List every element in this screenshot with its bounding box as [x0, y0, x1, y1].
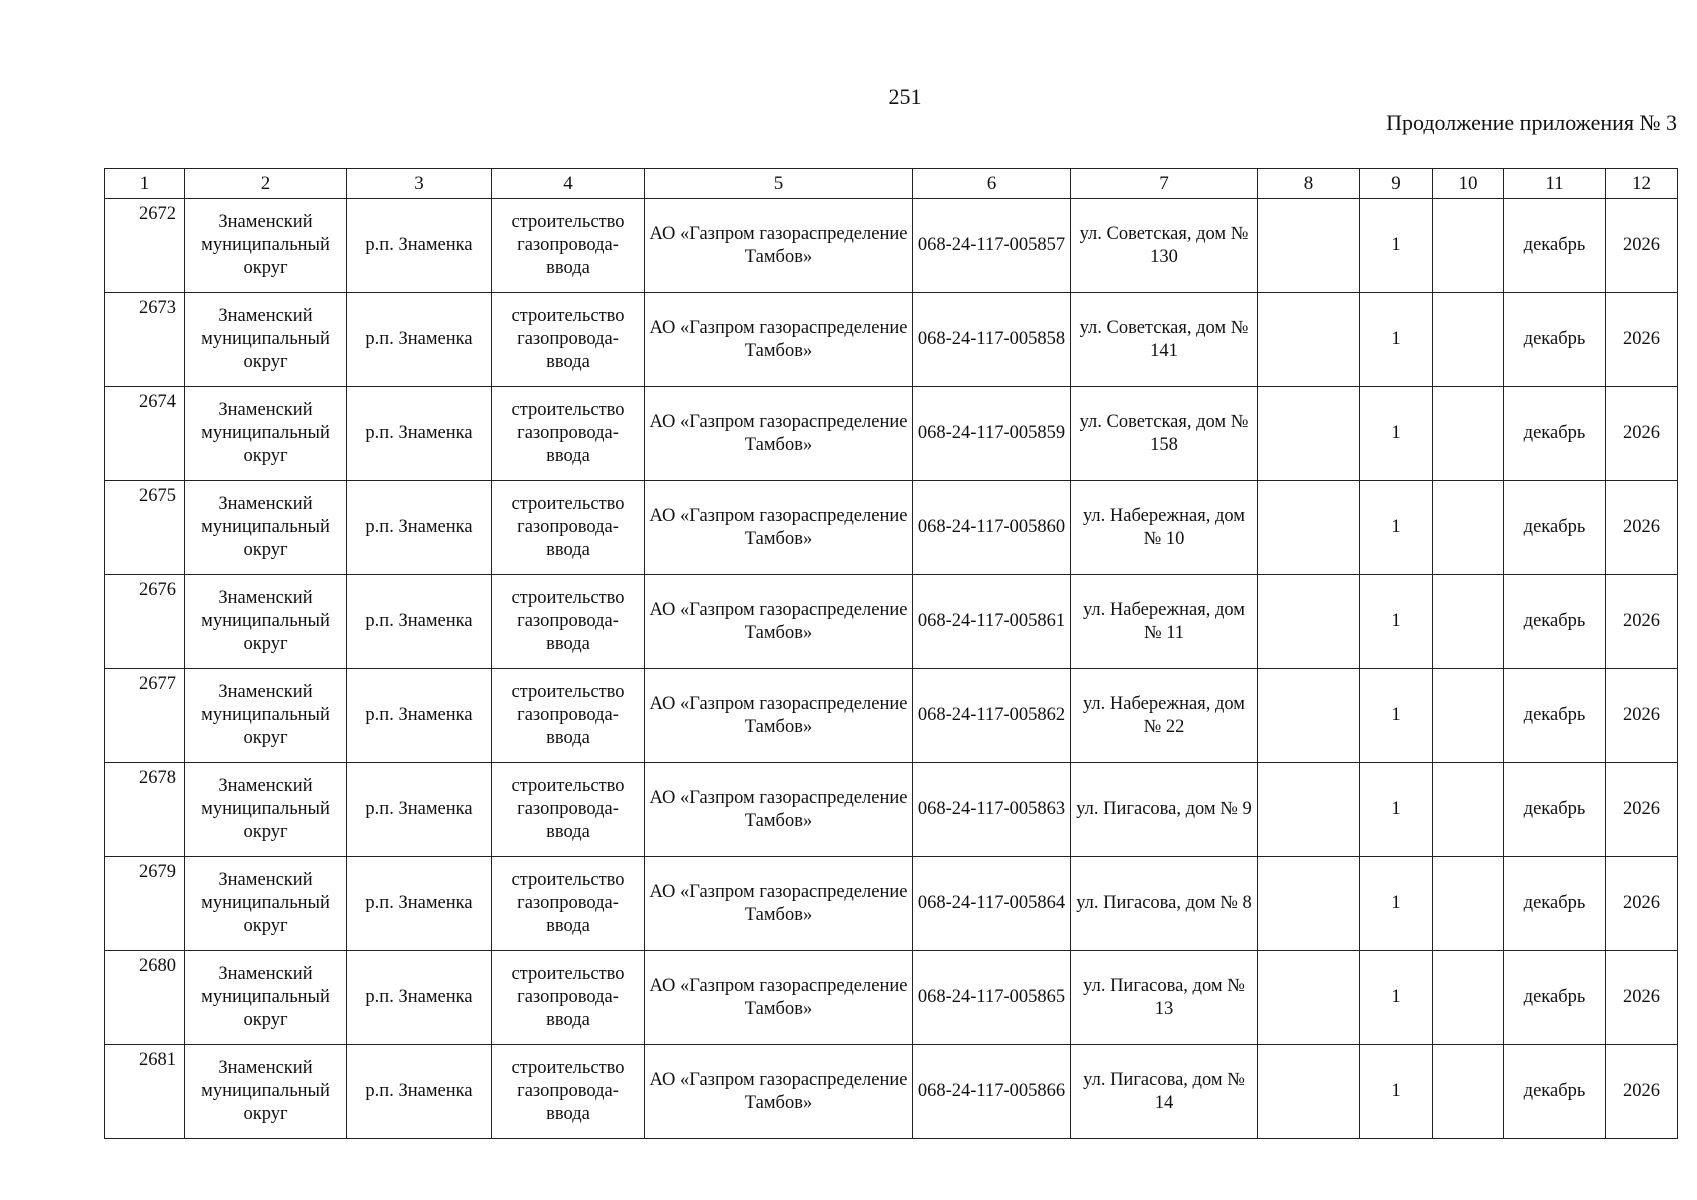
column-header: 8: [1258, 169, 1360, 199]
organization-cell: АО «Газпром газораспределение Тамбов»: [645, 199, 913, 293]
column-8-cell: [1258, 763, 1360, 857]
district-cell: Знаменский муниципальный округ: [185, 575, 347, 669]
column-header: 4: [492, 169, 645, 199]
table-row: [105, 1045, 1678, 1139]
address-cell: ул. Пигасова, дом № 13: [1071, 951, 1258, 1045]
row-number-cell: 2674: [105, 387, 185, 481]
work-type-cell: строительство газопровода-ввода: [492, 481, 645, 575]
settlement-cell: р.п. Знаменка: [347, 387, 492, 481]
column-10-cell: [1433, 387, 1504, 481]
address-cell: ул. Набережная, дом № 22: [1071, 669, 1258, 763]
row-number-cell: 2680: [105, 951, 185, 1045]
settlement-cell: р.п. Знаменка: [347, 481, 492, 575]
month-cell: декабрь: [1504, 1045, 1606, 1139]
district-cell: Знаменский муниципальный округ: [185, 669, 347, 763]
object-code-cell: 068-24-117-005857: [913, 199, 1071, 293]
district-cell: Знаменский муниципальный округ: [185, 951, 347, 1045]
quantity-cell: 1: [1360, 1045, 1433, 1139]
table-row: [105, 951, 1678, 1045]
column-header: 12: [1606, 169, 1678, 199]
column-10-cell: [1433, 763, 1504, 857]
object-code-cell: 068-24-117-005861: [913, 575, 1071, 669]
organization-cell: АО «Газпром газораспределение Тамбов»: [645, 575, 913, 669]
object-code-cell: 068-24-117-005860: [913, 481, 1071, 575]
row-number-cell: 2672: [105, 199, 185, 293]
organization-cell: АО «Газпром газораспределение Тамбов»: [645, 763, 913, 857]
month-cell: декабрь: [1504, 199, 1606, 293]
quantity-cell: 1: [1360, 669, 1433, 763]
address-cell: ул. Пигасова, дом № 9: [1071, 763, 1258, 857]
quantity-cell: 1: [1360, 293, 1433, 387]
column-header: 6: [913, 169, 1071, 199]
work-type-cell: строительство газопровода-ввода: [492, 293, 645, 387]
organization-cell: АО «Газпром газораспределение Тамбов»: [645, 857, 913, 951]
quantity-cell: 1: [1360, 763, 1433, 857]
month-cell: декабрь: [1504, 575, 1606, 669]
object-code-cell: 068-24-117-005866: [913, 1045, 1071, 1139]
column-10-cell: [1433, 199, 1504, 293]
column-header: 2: [185, 169, 347, 199]
organization-cell: АО «Газпром газораспределение Тамбов»: [645, 293, 913, 387]
settlement-cell: р.п. Знаменка: [347, 951, 492, 1045]
quantity-cell: 1: [1360, 575, 1433, 669]
year-cell: 2026: [1606, 951, 1678, 1045]
organization-cell: АО «Газпром газораспределение Тамбов»: [645, 1045, 913, 1139]
column-header: 5: [645, 169, 913, 199]
district-cell: Знаменский муниципальный округ: [185, 763, 347, 857]
column-header: 10: [1433, 169, 1504, 199]
settlement-cell: р.п. Знаменка: [347, 1045, 492, 1139]
column-header: 11: [1504, 169, 1606, 199]
year-cell: 2026: [1606, 857, 1678, 951]
table-row: [105, 763, 1678, 857]
work-type-cell: строительство газопровода-ввода: [492, 669, 645, 763]
year-cell: 2026: [1606, 387, 1678, 481]
row-number-cell: 2675: [105, 481, 185, 575]
column-8-cell: [1258, 387, 1360, 481]
quantity-cell: 1: [1360, 387, 1433, 481]
work-type-cell: строительство газопровода-ввода: [492, 857, 645, 951]
year-cell: 2026: [1606, 669, 1678, 763]
table-row: [105, 293, 1678, 387]
address-cell: ул. Пигасова, дом № 14: [1071, 1045, 1258, 1139]
row-number-cell: 2677: [105, 669, 185, 763]
column-10-cell: [1433, 857, 1504, 951]
district-cell: Знаменский муниципальный округ: [185, 293, 347, 387]
column-header: 9: [1360, 169, 1433, 199]
year-cell: 2026: [1606, 763, 1678, 857]
work-type-cell: строительство газопровода-ввода: [492, 951, 645, 1045]
column-8-cell: [1258, 481, 1360, 575]
row-number-cell: 2679: [105, 857, 185, 951]
month-cell: декабрь: [1504, 857, 1606, 951]
column-10-cell: [1433, 575, 1504, 669]
column-8-cell: [1258, 669, 1360, 763]
column-8-cell: [1258, 857, 1360, 951]
column-8-cell: [1258, 199, 1360, 293]
row-number-cell: 2673: [105, 293, 185, 387]
column-header: 7: [1071, 169, 1258, 199]
column-header: 3: [347, 169, 492, 199]
organization-cell: АО «Газпром газораспределение Тамбов»: [645, 481, 913, 575]
district-cell: Знаменский муниципальный округ: [185, 857, 347, 951]
object-code-cell: 068-24-117-005863: [913, 763, 1071, 857]
row-number-cell: 2681: [105, 1045, 185, 1139]
object-code-cell: 068-24-117-005865: [913, 951, 1071, 1045]
district-cell: Знаменский муниципальный округ: [185, 387, 347, 481]
column-10-cell: [1433, 669, 1504, 763]
district-cell: Знаменский муниципальный округ: [185, 481, 347, 575]
address-cell: ул. Набережная, дом № 10: [1071, 481, 1258, 575]
table-row: [105, 199, 1678, 293]
settlement-cell: р.п. Знаменка: [347, 669, 492, 763]
column-8-cell: [1258, 293, 1360, 387]
month-cell: декабрь: [1504, 669, 1606, 763]
month-cell: декабрь: [1504, 763, 1606, 857]
year-cell: 2026: [1606, 1045, 1678, 1139]
work-type-cell: строительство газопровода-ввода: [492, 575, 645, 669]
settlement-cell: р.п. Знаменка: [347, 763, 492, 857]
column-8-cell: [1258, 951, 1360, 1045]
row-number-cell: 2676: [105, 575, 185, 669]
year-cell: 2026: [1606, 481, 1678, 575]
table-body: [105, 199, 1678, 1139]
column-8-cell: [1258, 1045, 1360, 1139]
column-10-cell: [1433, 1045, 1504, 1139]
organization-cell: АО «Газпром газораспределение Тамбов»: [645, 387, 913, 481]
column-10-cell: [1433, 293, 1504, 387]
object-code-cell: 068-24-117-005862: [913, 669, 1071, 763]
quantity-cell: 1: [1360, 481, 1433, 575]
work-type-cell: строительство газопровода-ввода: [492, 763, 645, 857]
object-code-cell: 068-24-117-005864: [913, 857, 1071, 951]
appendix-title: Продолжение приложения № 3: [1386, 110, 1677, 135]
row-number-cell: 2678: [105, 763, 185, 857]
work-type-cell: строительство газопровода-ввода: [492, 387, 645, 481]
table-row: [105, 857, 1678, 951]
column-10-cell: [1433, 481, 1504, 575]
settlement-cell: р.п. Знаменка: [347, 293, 492, 387]
address-cell: ул. Советская, дом № 158: [1071, 387, 1258, 481]
settlement-cell: р.п. Знаменка: [347, 575, 492, 669]
column-8-cell: [1258, 575, 1360, 669]
address-cell: ул. Пигасова, дом № 8: [1071, 857, 1258, 951]
column-header-row: [105, 169, 1678, 199]
organization-cell: АО «Газпром газораспределение Тамбов»: [645, 951, 913, 1045]
data-table: [104, 168, 1678, 1139]
month-cell: декабрь: [1504, 951, 1606, 1045]
table-row: [105, 669, 1678, 763]
district-cell: Знаменский муниципальный округ: [185, 199, 347, 293]
address-cell: ул. Советская, дом № 130: [1071, 199, 1258, 293]
quantity-cell: 1: [1360, 951, 1433, 1045]
table-row: [105, 575, 1678, 669]
month-cell: декабрь: [1504, 293, 1606, 387]
work-type-cell: строительство газопровода-ввода: [492, 1045, 645, 1139]
year-cell: 2026: [1606, 199, 1678, 293]
table-row: [105, 481, 1678, 575]
table-row: [105, 387, 1678, 481]
year-cell: 2026: [1606, 575, 1678, 669]
column-header: 1: [105, 169, 185, 199]
object-code-cell: 068-24-117-005859: [913, 387, 1071, 481]
settlement-cell: р.п. Знаменка: [347, 857, 492, 951]
address-cell: ул. Набережная, дом № 11: [1071, 575, 1258, 669]
month-cell: декабрь: [1504, 481, 1606, 575]
month-cell: декабрь: [1504, 387, 1606, 481]
work-type-cell: строительство газопровода-ввода: [492, 199, 645, 293]
year-cell: 2026: [1606, 293, 1678, 387]
object-code-cell: 068-24-117-005858: [913, 293, 1071, 387]
address-cell: ул. Советская, дом № 141: [1071, 293, 1258, 387]
quantity-cell: 1: [1360, 857, 1433, 951]
column-10-cell: [1433, 951, 1504, 1045]
page-number: 251: [888, 84, 922, 109]
organization-cell: АО «Газпром газораспределение Тамбов»: [645, 669, 913, 763]
district-cell: Знаменский муниципальный округ: [185, 1045, 347, 1139]
settlement-cell: р.п. Знаменка: [347, 199, 492, 293]
quantity-cell: 1: [1360, 199, 1433, 293]
